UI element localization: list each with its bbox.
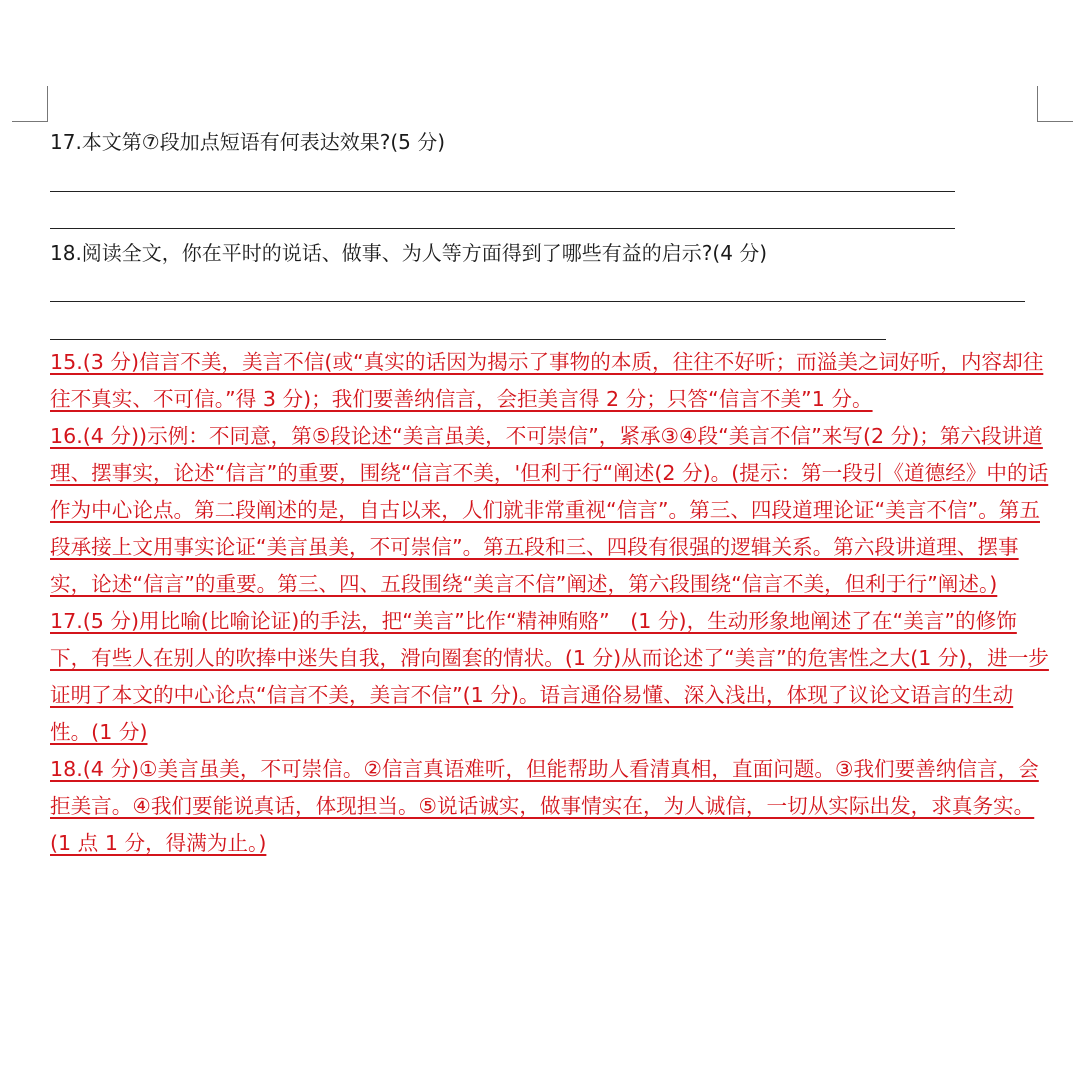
- answer-key: [50, 344, 1050, 862]
- answer-blank-line: [50, 228, 955, 229]
- answer-blank-line: [50, 301, 1025, 302]
- answer-blank-line: [50, 191, 955, 192]
- answer-17: 17.(5 分)用比喻(比喻论证)的手法，把“美言”比作“精神贿赂” (1 分)，生动形象地阐述了在“美言”的修饰下，有些人在别人的吹捧中迷失自我，滑向圈套的情状。(1 分)从而论述了“美言”的危害性之大(1 分)，进一步证明了本文的中心论点“信言不美，美言不信”(1 分)。语言通俗易懂、深入浅出，体现了议论文语言的生动性。(1 分): [50, 609, 1049, 744]
- question-17: 17.本文第⑦段加点短语有何表达效果?(5 分): [50, 130, 446, 154]
- crop-mark-top-right: [1037, 86, 1038, 122]
- crop-mark-top-left: [12, 121, 48, 122]
- crop-mark-top-left: [47, 86, 48, 122]
- crop-mark-top-right: [1037, 121, 1073, 122]
- question-18: 18.阅读全文，你在平时的说话、做事、为人等方面得到了哪些有益的启示?(4 分): [50, 241, 768, 265]
- answer-15: 15.(3 分)信言不美，美言不信(或“真实的话因为揭示了事物的本质，往往不好听；而溢美之词好听，内容却往往不真实、不可信。”得 3 分)；我们要善纳信言，会拒美言得 2 分；只答“信言不美”1 分。: [50, 350, 1044, 411]
- answer-blank-line: [50, 339, 886, 340]
- answer-18: 18.(4 分)①美言虽美，不可崇信。②信言真语难听，但能帮助人看清真相，直面问题。③我们要善纳信言，会拒美言。④我们要能说真话，体现担当。⑤说话诚实，做事情实在，为人诚信，一切从实际出发，求真务实。(1 点 1 分，得满为止。): [50, 757, 1039, 855]
- answer-16: 16.(4 分))示例：不同意，第⑤段论述“美言虽美，不可崇信”，紧承③④段“美言不信”来写(2 分)；第六段讲道理、摆事实，论述“信言”的重要，围绕“信言不美，'但利于行“阐述(2 分)。(提示：第一段引《道德经》中的话作为中心论点。第二段阐述的是，自古以来，人们就非常重视“信言”。第三、四段道理论证“美言不信”。第五段承接上文用事实论证“美言虽美，不可崇信”。第五段和三、四段有很强的逻辑关系。第六段讲道理、摆事实，论述“信言”的重要。第三、四、五段围绕“美言不信”阐述，第六段围绕“信言不美，但利于行”阐述。): [50, 424, 1049, 596]
